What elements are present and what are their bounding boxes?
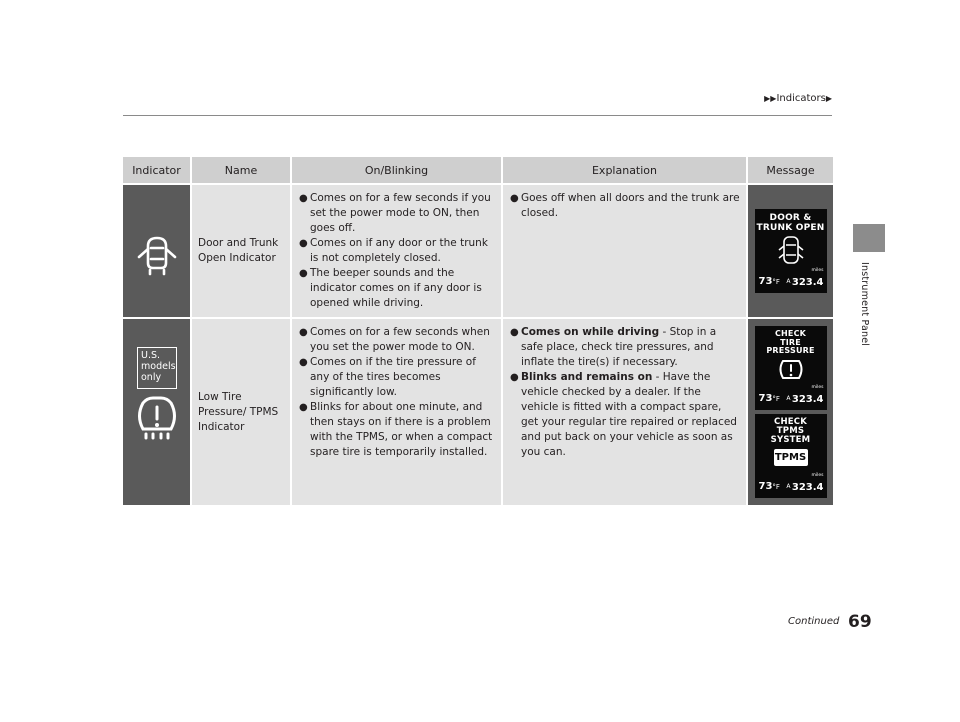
odometer-unit: miles	[811, 385, 824, 390]
temperature-unit: °F	[772, 395, 780, 403]
odometer-value: 323.4	[791, 277, 824, 288]
column-header: Message	[747, 157, 833, 184]
list-item: ● The beeper sounds and the indicator comes on if any door is opened while driving.	[299, 267, 482, 309]
message-title: CHECK TIRE PRESSURE	[766, 329, 815, 355]
message-display	[755, 209, 827, 293]
odometer-value: 323.4	[791, 394, 824, 405]
tpms-badge-icon: TPMS	[774, 449, 808, 466]
message-display	[755, 326, 827, 410]
list-item: ● Comes on for a few seconds if you set the power mode to ON, then goes off.	[299, 192, 491, 234]
trip-mode: A	[786, 483, 791, 490]
trip-mode: A	[786, 395, 791, 402]
odometer-value: 323.4	[791, 482, 824, 493]
temperature-unit: °F	[772, 483, 780, 491]
breadcrumb	[0, 93, 832, 104]
table-row	[123, 318, 833, 505]
column-header: Explanation	[502, 157, 747, 184]
odometer-unit: miles	[811, 268, 824, 273]
outside-temperature: 73	[758, 276, 773, 287]
odometer-unit: miles	[811, 473, 824, 478]
column-header: Name	[191, 157, 291, 184]
list-item: ● Comes on if any door or the trunk is not completely closed.	[299, 237, 488, 264]
car-top-view-icon	[755, 233, 827, 267]
indicator-name: Low Tire Pressure/ TPMS Indicator	[191, 318, 291, 505]
outside-temperature: 73	[758, 393, 773, 404]
page-number: 69	[848, 612, 872, 632]
list-item: ● Comes on if the tire pressure of any of the tires becomes significantly low.	[299, 356, 476, 398]
on-blinking-cell	[291, 184, 502, 318]
message-title: DOOR & TRUNK OPEN	[756, 213, 825, 233]
message-title: CHECK TPMS SYSTEM	[770, 417, 811, 445]
message-status-bar	[758, 268, 824, 290]
breadcrumb-arrow-icon: ▶▶	[764, 94, 777, 103]
column-header: On/Blinking	[291, 157, 502, 184]
indicator-table	[123, 157, 833, 505]
message-display	[755, 414, 827, 498]
column-header: Indicator	[123, 157, 191, 184]
indicator-cell	[123, 318, 191, 505]
message-status-bar	[758, 473, 824, 495]
temperature-unit: °F	[772, 278, 780, 286]
indicator-cell	[123, 184, 191, 318]
header-divider	[123, 115, 832, 116]
breadcrumb-label: Indicators	[776, 93, 826, 104]
list-item: ● Comes on while driving - Stop in a safe place, check tire pressures, and inflate the tire(s) if necessary.	[510, 326, 717, 368]
list-item: ● Goes off when all doors and the trunk are closed.	[510, 192, 740, 219]
outside-temperature: 73	[758, 481, 773, 492]
table-header-row	[123, 157, 833, 184]
section-tab-marker	[853, 224, 885, 252]
trip-mode: A	[786, 278, 791, 285]
message-cell	[747, 184, 833, 318]
breadcrumb-arrow-icon: ▶	[825, 94, 832, 103]
continued-note: Continued	[788, 616, 840, 627]
list-item: ● Comes on for a few seconds when you set the power mode to ON.	[299, 326, 490, 353]
table-row	[123, 184, 833, 318]
list-item: ● Blinks for about one minute, and then stays on if there is a problem with the TPMS, or when a compact spare tire is temporarily installed.	[299, 401, 493, 458]
explanation-cell	[502, 318, 747, 505]
door-open-car-icon	[123, 190, 191, 313]
message-status-bar	[758, 385, 824, 407]
on-blinking-cell	[291, 318, 502, 505]
message-cell	[747, 318, 833, 505]
list-item: ● Blinks and remains on - Have the vehicle checked by a dealer. If the vehicle is fitted with a compact spare, get your regular tire repaired or replaced and put back on your vehicle as soon as you can.	[510, 371, 737, 458]
us-models-only-badge: U.S. models only	[137, 347, 177, 389]
section-side-label: Instrument Panel	[859, 262, 870, 347]
indicator-name: Door and Trunk Open Indicator	[191, 184, 291, 318]
explanation-cell	[502, 184, 747, 318]
